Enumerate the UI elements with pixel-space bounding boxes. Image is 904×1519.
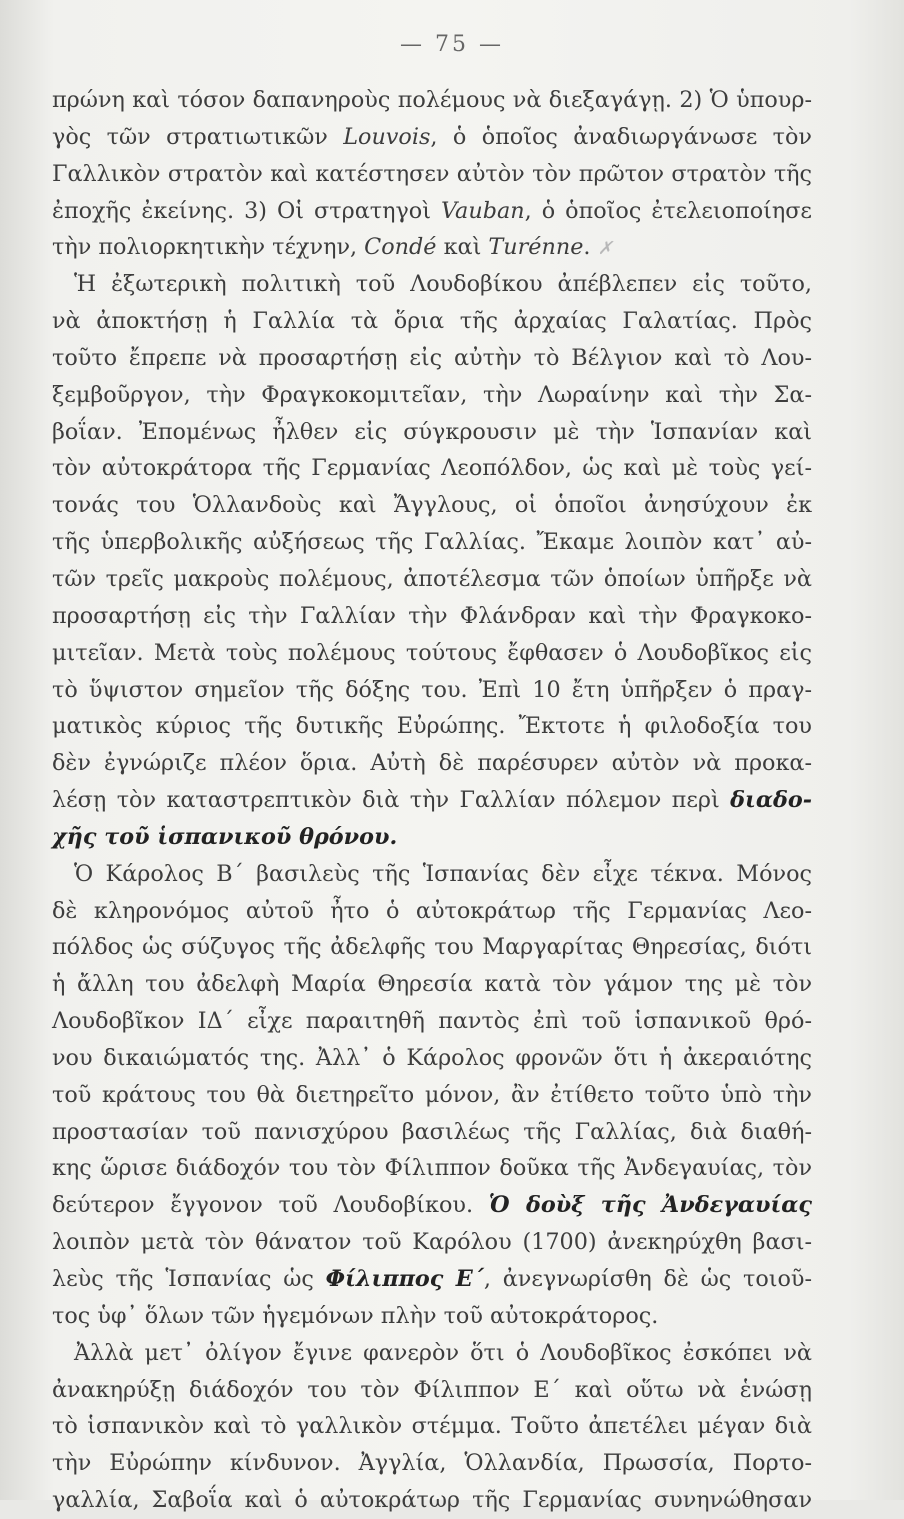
text-line xyxy=(52,635,812,672)
text-segment: Λουδοβῖκον ΙΔ΄ εἶχε παραιτηθῆ παντὸς ἐπὶ τοῦ ἱσπανικοῦ θρό- xyxy=(52,1008,812,1035)
text-segment: δεύτερον ἔγγονον τοῦ Λουδοβίκου. xyxy=(52,1192,489,1219)
text-segment: τῶν τρεῖς μακροὺς πολέμους, ἀποτέλεσμα τῶν ὁποίων ὑπῆρξε νὰ xyxy=(52,565,812,592)
text-line xyxy=(52,1077,812,1114)
text-line xyxy=(52,929,812,966)
text-line xyxy=(52,598,812,635)
text-segment: πρώνη καὶ τόσον δαπανηροὺς πολέμους νὰ διεξαγάγῃ. 2) Ὁ ὑπουρ- xyxy=(52,87,812,113)
emphasized-text: Turénne xyxy=(488,234,584,261)
text-segment: ἡ ἄλλη του ἀδελφὴ Μαρία Θηρεσία κατὰ τὸν γάμον της μὲ τὸν xyxy=(52,971,812,998)
text-segment: δὲ κληρονόμος αὐτοῦ ἦτο ὁ αὐτοκράτωρ τῆς Γερμανίας Λεο- xyxy=(52,897,812,924)
text-line xyxy=(52,414,812,451)
text-segment: τὸν αὐτοκράτορα τῆς Γερμανίας Λεοπόλδον, ὡς καὶ μὲ τοὺς γεί- xyxy=(52,455,812,482)
text-segment: λέσῃ τὸν καταστρεπτικὸν διὰ τὴν Γαλλίαν πόλεμον περὶ xyxy=(52,787,731,814)
text-line xyxy=(52,1372,812,1409)
text-segment: τὴν Εὐρώπην κίνδυνον. Ἀγγλία, Ὁλλανδία, Πρωσσία, Πορτο- xyxy=(52,1450,812,1477)
text-line xyxy=(52,1261,812,1298)
text-segment: Ὁ Κάρολος Β΄ βασιλεὺς τῆς Ἱσπανίας δὲν εἶχε τέκνα. Μόνος xyxy=(74,860,812,887)
text-segment: γὸς τῶν στρατιωτικῶν xyxy=(52,123,344,150)
text-segment: ἀνακηρύξῃ διάδοχόν του τὸν Φίλιππον Ε΄ καὶ οὕτω νὰ ἑνώσῃ xyxy=(52,1376,812,1403)
text-line xyxy=(52,1298,812,1335)
text-line xyxy=(52,1224,812,1261)
text-line xyxy=(52,229,812,266)
text-segment: βοΐαν. Ἐπομένως ἦλθεν εἰς σύγκρουσιν μὲ τὴν Ἱσπανίαν καὶ xyxy=(52,418,812,445)
text-segment: , ἀνεγνωρίσθη δὲ ὡς τοιοῦ- xyxy=(483,1266,813,1292)
text-line xyxy=(52,1114,812,1151)
text-segment: Ἡ ἐξωτερικὴ πολιτικὴ τοῦ Λουδοβίκου ἀπέβλεπεν εἰς τοῦτο, xyxy=(74,271,812,298)
text-segment: λοιπὸν μετὰ τὸν θάνατον τοῦ Καρόλου (1700) ἀνεκηρύχθη βασι- xyxy=(52,1229,812,1256)
emphasized-text: Condé xyxy=(364,234,437,261)
text-segment: τοῦ κράτους του θὰ διετηρεῖτο μόνον, ἂν ἐτίθετο τοῦτο ὑπὸ τὴν xyxy=(52,1081,812,1108)
text-segment: γαλλία, Σαβοΐα καὶ ὁ αὐτοκράτωρ τῆς Γερμανίας συνηνώθησαν xyxy=(52,1487,812,1514)
text-line xyxy=(52,266,812,303)
text-line xyxy=(52,156,812,193)
text-line xyxy=(52,1408,812,1445)
text-segment: τῆς ὑπερβολικῆς αὐξήσεως τῆς Γαλλίας. Ἔκαμε λοιπὸν κατ᾽ αὐ- xyxy=(52,529,812,556)
text-line xyxy=(52,340,812,377)
text-segment: τὸ ἱσπανικὸν καὶ τὸ γαλλικὸν στέμμα. Τοῦτο ἀπετέλει μέγαν διὰ xyxy=(52,1413,812,1440)
text-segment: λεὺς τῆς Ἱσπανίας ὡς xyxy=(52,1266,326,1292)
text-segment: , ὁ ὁποῖος ἐτελειοποίησε xyxy=(524,197,812,224)
text-line xyxy=(52,856,812,893)
text-line xyxy=(52,672,812,709)
text-segment: νου δικαιώματός της. Ἀλλ᾽ ὁ Κάρολος φρονῶν ὅτι ἡ ἀκεραιότης xyxy=(52,1044,812,1071)
text-line xyxy=(52,1335,812,1372)
emphasized-text: διαδο- xyxy=(730,787,812,814)
emphasized-text: Louvois xyxy=(343,123,431,150)
emphasized-text: Φίλιππος Ε΄ xyxy=(325,1266,484,1292)
text-line xyxy=(52,303,812,340)
text-segment: ματικὸς κύριος τῆς δυτικῆς Εὐρώπης. Ἔκτοτε ἡ φιλοδοξία του xyxy=(52,713,812,740)
text-segment: προσαρτήσῃ εἰς τὴν Γαλλίαν τὴν Φλάνδραν καὶ τὴν Φραγκοκο- xyxy=(52,602,812,629)
text-line xyxy=(52,450,812,487)
body-text xyxy=(52,82,812,1519)
text-line xyxy=(52,782,812,819)
text-segment: . xyxy=(583,234,598,261)
text-segment: προστασίαν τοῦ πανισχύρου βασιλέως τῆς Γαλλίας, διὰ διαθή- xyxy=(52,1118,812,1145)
text-line xyxy=(52,1482,812,1519)
text-line xyxy=(52,193,812,230)
text-segment: καὶ xyxy=(436,234,489,261)
text-line xyxy=(52,1187,812,1224)
text-segment: νὰ ἀποκτήσῃ ἡ Γαλλία τὰ ὅρια τῆς ἀρχαίας Γαλατίας. Πρὸς xyxy=(52,308,812,335)
text-segment: τος ὑφ᾽ ὅλων τῶν ἡγεμόνων πλὴν τοῦ αὐτοκράτορος. xyxy=(52,1302,659,1329)
text-line xyxy=(52,487,812,524)
text-line xyxy=(52,377,812,414)
text-line xyxy=(52,966,812,1003)
text-line xyxy=(52,708,812,745)
text-segment: τοῦτο ἔπρεπε νὰ προσαρτήσῃ εἰς αὐτὴν τὸ Βέλγιον καὶ τὸ Λου- xyxy=(52,344,812,371)
text-line xyxy=(52,561,812,598)
text-segment: πόλδος ὡς σύζυγος τῆς ἀδελφῆς του Μαργαρίτας Θηρεσίας, διότι xyxy=(52,934,812,961)
text-segment: μιτεῖαν. Μετὰ τοὺς πολέμους τούτους ἔφθασεν ὁ Λουδοβῖκος εἰς xyxy=(52,639,812,666)
emphasized-text: Vauban xyxy=(440,197,525,224)
text-segment: , ὁ ὁποῖος ἀναδιωργάνωσε τὸν xyxy=(430,123,812,150)
text-line xyxy=(52,1150,812,1187)
text-line xyxy=(52,119,812,156)
text-segment: τὴν πολιορκητικὴν τέχνην, xyxy=(52,234,365,261)
emphasized-text: χῆς τοῦ ἱσπανικοῦ θρόνου. xyxy=(52,823,398,850)
text-line xyxy=(52,819,812,856)
text-segment: δὲν ἐγνώριζε πλέον ὅρια. Αὐτὴ δὲ παρέσυρεν αὐτὸν νὰ προκα- xyxy=(52,750,812,777)
page-number: — 75 — xyxy=(400,32,504,57)
text-line xyxy=(52,893,812,930)
text-segment: τονάς του Ὁλλανδοὺς καὶ Ἄγγλους, οἱ ὁποῖοι ἀνησύχουν ἐκ xyxy=(52,492,812,519)
pencil-mark: ✗ xyxy=(597,238,613,260)
text-line xyxy=(52,82,812,119)
text-line xyxy=(52,524,812,561)
emphasized-text: Ὁ δοὺξ τῆς Ἀνδεγαυίας xyxy=(488,1192,812,1219)
text-segment: Γαλλικὸν στρατὸν καὶ κατέστησεν αὐτὸν τὸν πρῶτον στρατὸν τῆς xyxy=(52,160,812,187)
text-segment: τὸ ὕψιστον σημεῖον τῆς δόξης του. Ἐπὶ 10 ἔτη ὑπῆρξεν ὁ πραγ- xyxy=(52,676,812,703)
text-line xyxy=(52,1040,812,1077)
text-line xyxy=(52,1445,812,1482)
text-line xyxy=(52,1003,812,1040)
text-segment: ἐποχῆς ἐκείνης. 3) Οἱ στρατηγοὶ xyxy=(52,197,441,224)
text-segment: Ἀλλὰ μετ᾽ ὀλίγον ἔγινε φανερὸν ὅτι ὁ Λουδοβῖκος ἐσκόπει νὰ xyxy=(74,1339,812,1366)
text-segment: κης ὥρισε διάδοχόν του τὸν Φίλιππον δοῦκα τῆς Ἀνδεγαυίας, τὸν xyxy=(52,1155,812,1182)
text-segment: ξεμβοῦργον, τὴν Φραγκοκομιτεῖαν, τὴν Λωραίνην καὶ τὴν Σα- xyxy=(52,381,812,408)
text-line xyxy=(52,745,812,782)
